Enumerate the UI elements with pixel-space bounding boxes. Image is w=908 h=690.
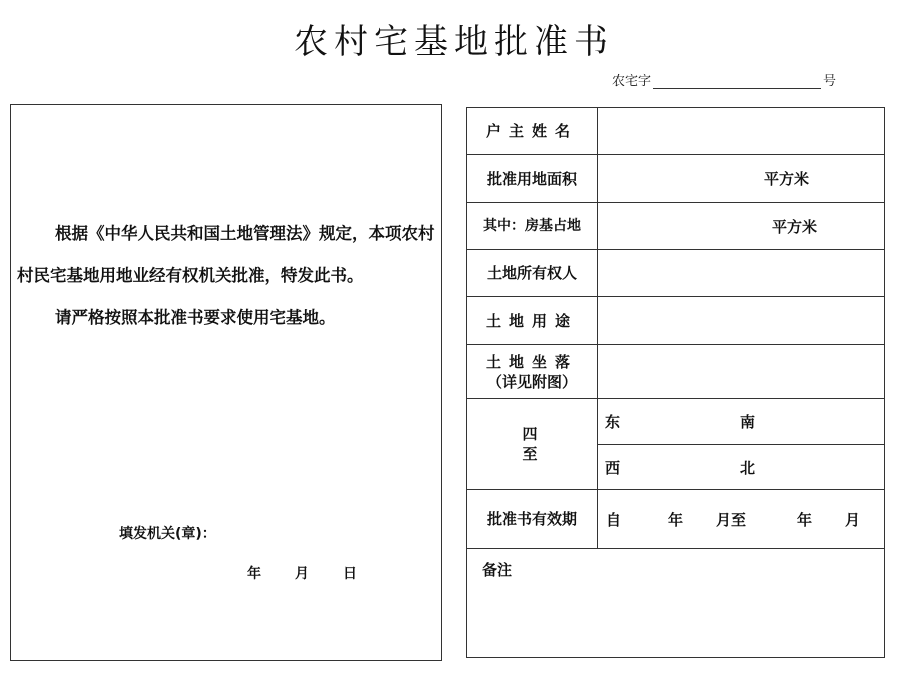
land-use-label: 土地用途 <box>467 297 598 344</box>
land-owner-value[interactable] <box>598 250 884 296</box>
validity-value[interactable] <box>598 490 884 548</box>
table-row-land-location <box>467 345 884 399</box>
validity-month-2: 月 <box>845 511 861 529</box>
approval-statement-panel <box>10 104 442 661</box>
table-row-validity <box>467 490 884 549</box>
boundary-east-label: 东 <box>605 413 621 431</box>
table-row-boundaries <box>467 399 884 490</box>
validity-year-1: 年 <box>668 511 684 529</box>
approved-area-label: 批准用地面积 <box>467 155 598 202</box>
owner-name-label: 户主姓名 <box>467 108 598 154</box>
validity-month-to: 月至 <box>716 511 747 529</box>
owner-name-value[interactable] <box>598 108 884 154</box>
issue-date <box>247 563 357 583</box>
remarks-cell[interactable] <box>467 549 884 657</box>
validity-year-2: 年 <box>797 511 813 529</box>
house-area-unit: 平方米 <box>772 218 818 236</box>
land-location-note: （详见附图） <box>486 372 577 391</box>
issue-date-day: 日 <box>343 566 357 582</box>
statement-paragraph-1: 根据《中华人民共和国土地管理法》规定，本项农村村民宅基地用地业经有权机关批准，特发此书。 <box>17 224 435 285</box>
issuing-authority-label: 填发机关(章)： <box>119 526 216 542</box>
boundaries-values <box>598 399 884 489</box>
land-location-label-cell <box>467 345 598 398</box>
doc-number-prefix: 农宅字 <box>612 74 652 89</box>
land-use-value[interactable] <box>598 297 884 344</box>
land-owner-label: 土地所有权人 <box>467 250 598 296</box>
table-row-owner-name <box>467 108 884 155</box>
boundaries-east-south[interactable] <box>598 399 884 445</box>
table-row-land-use <box>467 297 884 345</box>
remarks-label: 备注 <box>482 561 513 579</box>
validity-from: 自 <box>606 511 622 529</box>
approval-details-table <box>466 107 885 658</box>
land-location-value[interactable] <box>598 345 884 398</box>
approved-area-unit: 平方米 <box>764 170 810 188</box>
approved-area-value[interactable] <box>598 155 884 202</box>
boundary-south-label: 南 <box>740 413 756 431</box>
doc-number-suffix: 号 <box>823 74 837 89</box>
statement-text <box>17 213 435 339</box>
doc-number-blank[interactable] <box>653 74 821 89</box>
boundaries-label: 四 至 <box>467 399 598 489</box>
table-row-approved-area <box>467 155 884 203</box>
issue-date-month: 月 <box>295 566 309 582</box>
table-row-land-owner <box>467 250 884 297</box>
table-row-house-area <box>467 203 884 250</box>
validity-label: 批准书有效期 <box>467 490 598 548</box>
document-title: 农村宅基地批准书 <box>294 22 614 62</box>
boundaries-west-north[interactable] <box>598 444 884 490</box>
boundary-west-label: 西 <box>605 459 621 477</box>
land-location-label: 土地坐落 <box>485 352 578 371</box>
document-number <box>612 70 836 89</box>
house-area-label: 其中：房基占地 <box>467 203 598 249</box>
boundary-north-label: 北 <box>740 459 756 477</box>
house-area-value[interactable] <box>598 203 884 249</box>
statement-paragraph-2: 请严格按照本批准书要求使用宅基地。 <box>54 308 336 327</box>
issue-date-year: 年 <box>247 566 261 582</box>
